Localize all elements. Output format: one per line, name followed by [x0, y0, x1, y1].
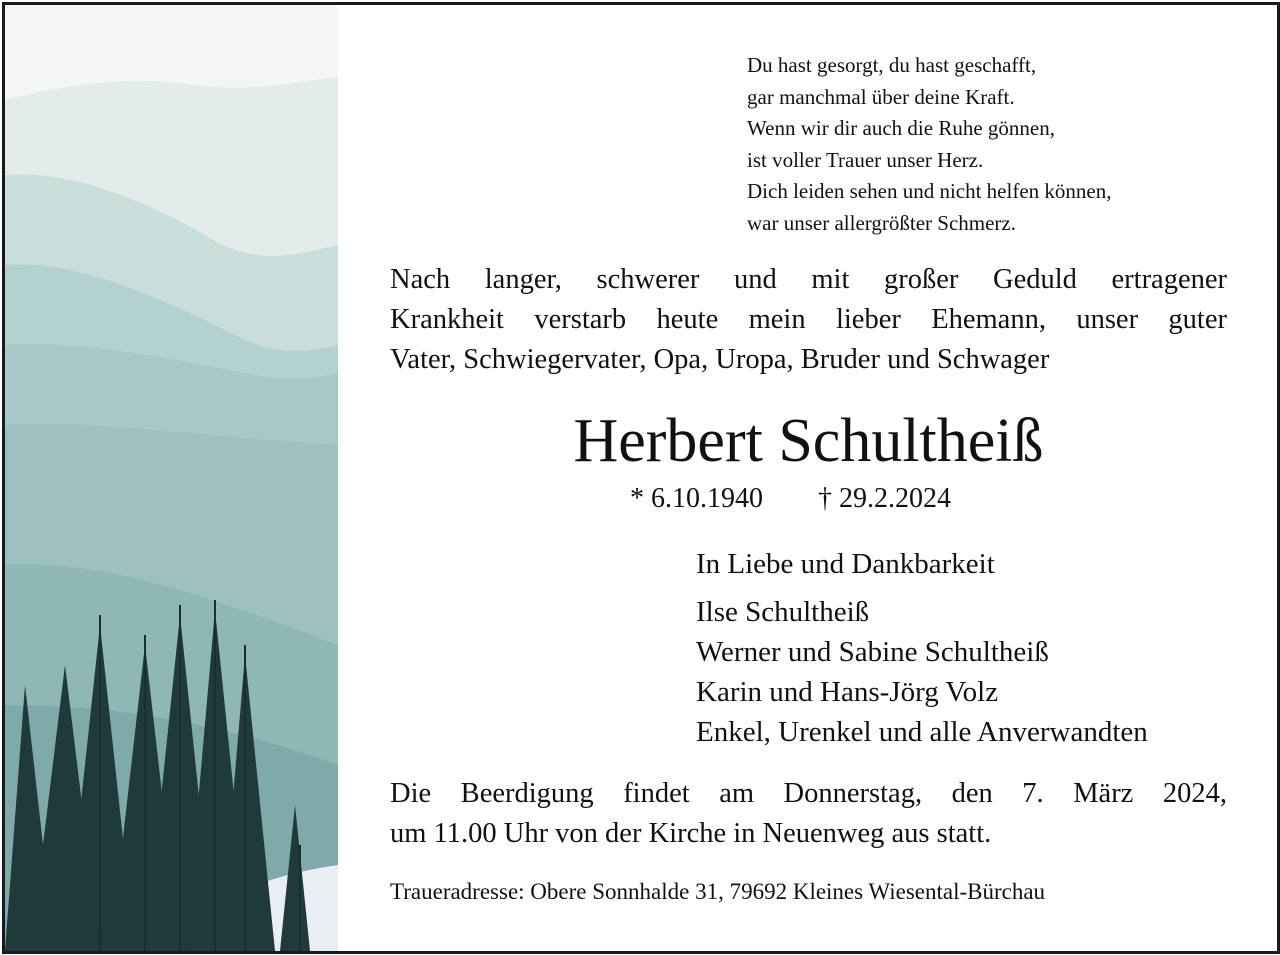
funeral-line: um 11.00 Uhr von der Kirche in Neuenweg aus statt.	[390, 818, 992, 849]
poem-line: gar manchmal über deine Kraft.	[747, 84, 1015, 109]
mourning-address: Traueradresse: Obere Sonnhalde 31, 79692 Kleines Wiesental-Bürchau	[390, 879, 1046, 904]
mourners	[696, 544, 1148, 752]
funeral-line: Die Beerdigung findet am Donnerstag, den 7. März 2024,	[390, 778, 1227, 809]
announcement-line: Nach langer, schwerer und mit großer Geduld ertragener	[390, 264, 1227, 295]
announcement-line: Vater, Schwiegervater, Opa, Uropa, Bruder und Schwager	[390, 344, 1050, 375]
death-date: † 29.2.2024	[818, 483, 951, 514]
obituary-notice	[2, 2, 1280, 954]
mourner-name: Ilse Schultheiß	[696, 596, 870, 628]
poem-line: Dich leiden sehen und nicht helfen können,	[747, 179, 1112, 203]
life-dates	[630, 481, 951, 517]
landscape-photo	[5, 5, 338, 951]
poem-line: Wenn wir dir auch die Ruhe gönnen,	[747, 116, 1055, 140]
poem-line: Du hast gesorgt, du hast geschafft,	[747, 53, 1037, 77]
mourner-name: Werner und Sabine Schultheiß	[696, 636, 1049, 668]
birth-date: * 6.10.1940	[630, 483, 763, 514]
funeral-info	[390, 774, 1227, 854]
poem-line: ist voller Trauer unser Herz.	[747, 147, 984, 172]
announcement-line: Krankheit verstarb heute mein lieber Ehemann, unser guter	[390, 304, 1227, 335]
mourner-name: Enkel, Urenkel und alle Anverwandten	[696, 716, 1148, 748]
poem	[747, 50, 1247, 239]
mourners-greeting: In Liebe und Dankbarkeit	[696, 548, 995, 580]
mourner-name: Karin und Hans-Jörg Volz	[696, 676, 999, 708]
announcement-text	[390, 260, 1227, 380]
deceased-name: Herbert Schultheiß	[573, 407, 1044, 475]
poem-line: war unser allergrößter Schmerz.	[747, 210, 1017, 235]
